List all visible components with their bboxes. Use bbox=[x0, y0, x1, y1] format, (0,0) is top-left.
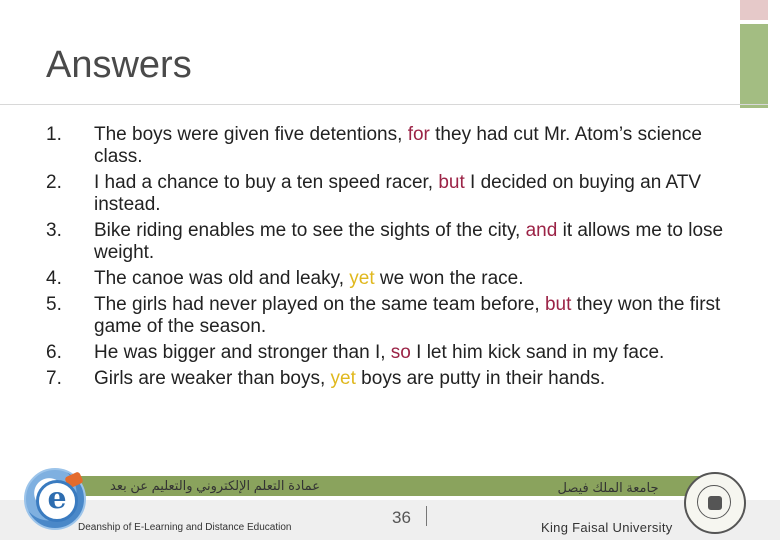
answer-text-after: they won the first game of the season. bbox=[94, 294, 721, 337]
answer-text-before: The boys were given five detentions, bbox=[94, 124, 408, 145]
answer-number: 3. bbox=[46, 220, 62, 241]
corner-bar-green bbox=[740, 24, 768, 108]
answer-text-before: Girls are weaker than boys, bbox=[94, 368, 331, 389]
answer-text-before: The girls had never played on the same team before, bbox=[94, 294, 545, 315]
answer-text-before: Bike riding enables me to see the sights of the city, bbox=[94, 220, 526, 241]
answer-item-1 bbox=[46, 124, 736, 168]
conjunction: yet bbox=[330, 368, 356, 389]
answer-text-after: we won the race. bbox=[374, 268, 524, 289]
university-name-english: King Faisal University bbox=[541, 520, 673, 535]
e-learning-logo-icon: e bbox=[24, 468, 86, 530]
conjunction: yet bbox=[349, 268, 375, 289]
answer-number: 4. bbox=[46, 268, 62, 289]
conjunction: but bbox=[544, 294, 572, 315]
answer-list bbox=[46, 124, 736, 394]
conjunction: so bbox=[390, 342, 411, 363]
page-number-separator bbox=[426, 506, 427, 526]
answer-text-before: The canoe was old and leaky, bbox=[94, 268, 350, 289]
deanship-name-english: Deanship of E-Learning and Distance Education bbox=[78, 522, 292, 533]
answer-text-after: boys are putty in their hands. bbox=[355, 368, 606, 389]
answer-text-after: I decided on buying an ATV instead. bbox=[94, 172, 702, 215]
conjunction: and bbox=[525, 220, 558, 241]
title-divider bbox=[0, 104, 768, 105]
answer-item-2 bbox=[46, 172, 736, 216]
corner-bar-pink bbox=[740, 0, 768, 20]
answer-text-before: I had a chance to buy a ten speed racer, bbox=[94, 172, 439, 193]
answer-number: 1. bbox=[46, 124, 62, 145]
answer-text-before: He was bigger and stronger than I, bbox=[94, 342, 391, 363]
university-seal-icon bbox=[684, 472, 746, 534]
answer-item-5 bbox=[46, 294, 736, 338]
answer-item-4 bbox=[46, 268, 736, 290]
conjunction: for bbox=[407, 124, 430, 145]
slide-title: Answers bbox=[46, 44, 192, 86]
corner-decoration bbox=[740, 0, 768, 110]
answer-item-6 bbox=[46, 342, 736, 364]
answer-number: 2. bbox=[46, 172, 62, 193]
page-number: 36 bbox=[392, 508, 411, 527]
conjunction: but bbox=[438, 172, 465, 193]
university-name-arabic: جامعة الملك فيصل bbox=[557, 480, 659, 495]
answer-number: 6. bbox=[46, 342, 62, 363]
answer-item-3 bbox=[46, 220, 736, 264]
answer-number: 7. bbox=[46, 368, 62, 389]
answer-text-after: they had cut Mr. Atom’s science class. bbox=[94, 124, 702, 167]
answer-text-after: it allows me to lose weight. bbox=[94, 220, 724, 263]
answer-text-after: I let him kick sand in my face. bbox=[410, 342, 665, 363]
answer-item-7 bbox=[46, 368, 736, 390]
answer-number: 5. bbox=[46, 294, 62, 315]
deanship-name-arabic: عمادة التعلم الإلكتروني والتعليم عن بعد bbox=[110, 478, 320, 493]
slide-footer bbox=[0, 468, 780, 540]
